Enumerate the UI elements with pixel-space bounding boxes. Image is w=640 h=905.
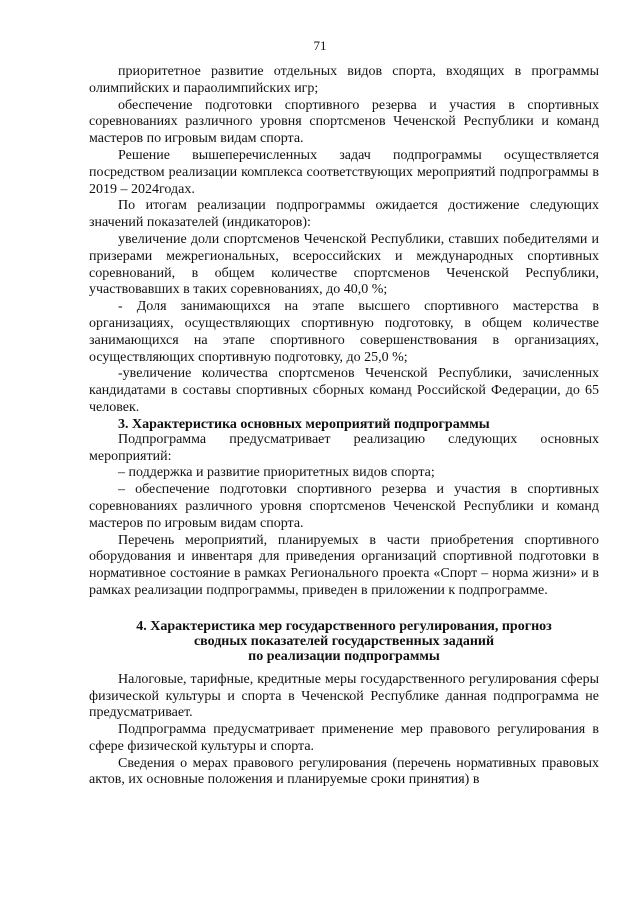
paragraph: - Доля занимающихся на этапе высшего спортивного мастерства в организациях, осуществляющих спортивную подготовку, в общем количестве занимающихся на этапе спортивного совершенствования в организациях, осуществляющих спортивную подготовку, до 25,0 %;: [89, 299, 599, 365]
section-4-heading-line: по реализации подпрограммы: [248, 648, 440, 664]
paragraph: -увеличение количества спортсменов Чеченской Республики, зачисленных кандидатами в составы спортивных сборных команд Российской Федерации, до 65 человек.: [89, 366, 599, 415]
paragraph: Решение вышеперечисленных задач подпрограммы осуществляется посредством реализации комплекса соответствующих мероприятий подпрограммы в 2019 – 2024годах.: [89, 147, 599, 197]
list-item: – поддержка и развитие приоритетных видов спорта;: [118, 465, 435, 481]
paragraph: Подпрограмма предусматривает применение мер правового регулирования в сфере физической культуры и спорта.: [89, 722, 599, 754]
list-item: – обеспечение подготовки спортивного резерва и участия в спортивных соревнованиях различного уровня спортсменов Чеченской Республики и команд мастеров по игровым видам спорта.: [89, 482, 599, 531]
paragraph: Налоговые, тарифные, кредитные меры государственного регулирования сферы физической культуры и спорта в Чеченской Республике данная подпрограмма не предусматривает.: [89, 671, 599, 721]
section-3-heading: 3. Характеристика основных мероприятий подпрограммы: [118, 416, 490, 432]
section-4-heading-line: сводных показателей государственных заданий: [193, 633, 495, 649]
section-4-heading-line: 4. Характеристика мер государственного регулирования, прогноз: [136, 618, 552, 634]
paragraph: Подпрограмма предусматривает реализацию следующих основных мероприятий:: [89, 431, 599, 464]
paragraph: По итогам реализации подпрограммы ожидается достижение следующих значений показателей (индикаторов):: [89, 198, 599, 231]
section-4-heading: [89, 619, 599, 664]
document-body: [89, 64, 599, 789]
paragraph: обеспечение подготовки спортивного резерва и участия в спортивных соревнованиях различного уровня спортсменов Чеченской Республики и команд мастеров по игровым видам спорта.: [89, 97, 599, 147]
paragraph: Перечень мероприятий, планируемых в части приобретения спортивного оборудования и инвентаря для приведения организаций спортивной подготовки в нормативное состояние в рамках Регионального проекта «Спорт – норма жизни» и в рамках реализации подпрограммы, приведен в приложении к подпрограмме.: [89, 532, 599, 598]
page-number: 71: [313, 38, 327, 53]
paragraph: приоритетное развитие отдельных видов спорта, входящих в программы олимпийских и параолимпийских игр;: [89, 64, 599, 96]
paragraph: увеличение доли спортсменов Чеченской Республики, ставших победителями и призерами межрегиональных, всероссийских и международных спортивных соревнований, в общем количестве спортсменов Чеченской Республики, участвовавших в таких соревнованиях, до 40,0 %;: [89, 231, 599, 298]
paragraph: Сведения о мерах правового регулирования (перечень нормативных правовых актов, их основные положения и планируемые сроки принятия) в: [89, 755, 599, 788]
